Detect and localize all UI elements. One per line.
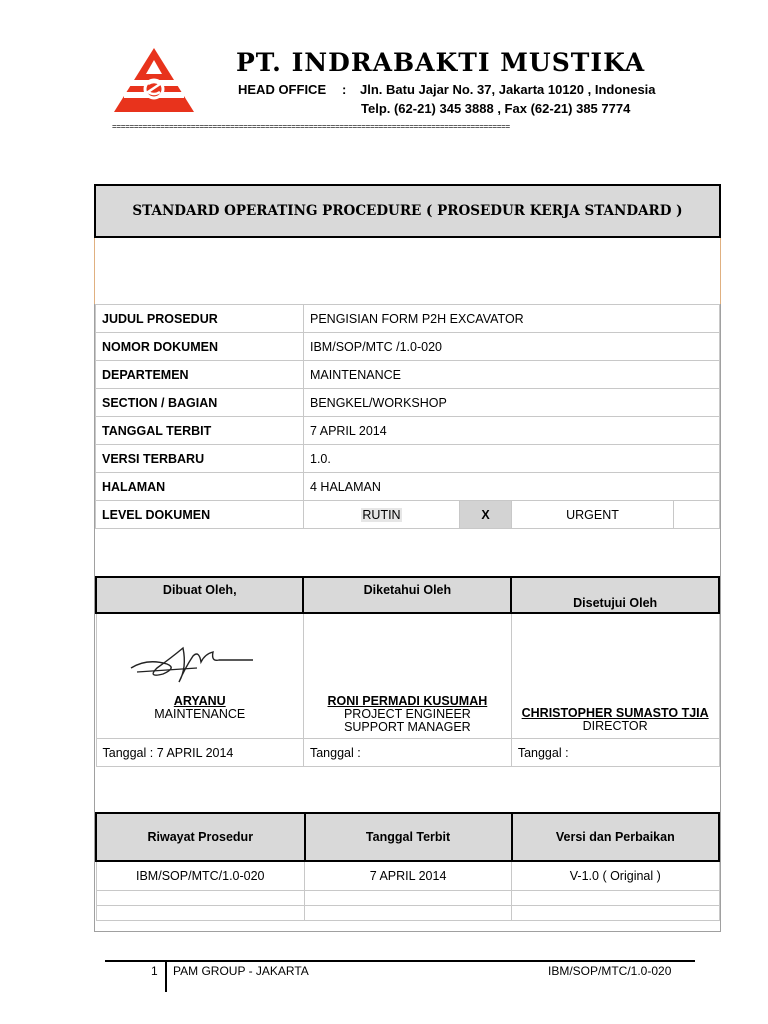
head-office-colon: :	[342, 82, 347, 97]
info-row	[96, 389, 720, 417]
head-office-address: Jln. Batu Jajar No. 37, Jakarta 10120 , Indonesia	[360, 82, 656, 97]
signature	[127, 638, 257, 688]
approved-by-name: CHRISTOPHER SUMASTO TJIA	[521, 706, 709, 720]
known-by-header	[303, 577, 511, 613]
info-row	[96, 361, 720, 389]
history-header-version: Versi dan Perbaikan	[512, 813, 719, 861]
empty-cell	[96, 906, 305, 921]
known-by-signature-cell	[303, 613, 511, 739]
approved-by-date: Tanggal :	[511, 739, 719, 767]
footer-separator	[165, 960, 167, 992]
document-title: STANDARD OPERATING PROCEDURE ( PROSEDUR KERJA STANDARD )	[94, 184, 721, 238]
signature-row	[96, 613, 719, 739]
empty-cell	[512, 891, 719, 906]
info-label: VERSI TERBARU	[96, 445, 304, 473]
empty-cell	[305, 891, 512, 906]
level-label: LEVEL DOKUMEN	[96, 501, 304, 529]
info-value: 1.0.	[304, 445, 720, 473]
known-by-header-text: Diketahui Oleh	[363, 583, 452, 597]
known-by-name: RONI PERMADI KUSUMAH	[327, 694, 488, 708]
history-row	[96, 861, 719, 891]
level-urgent-mark	[674, 501, 719, 528]
approval-header-row	[96, 577, 719, 613]
history-header-row	[96, 813, 719, 861]
history-header-date: Tanggal Terbit	[305, 813, 512, 861]
info-value: PENGISIAN FORM P2H EXCAVATOR	[304, 305, 720, 333]
known-by-role-2: SUPPORT MANAGER	[344, 720, 471, 734]
footer-document-number: IBM/SOP/MTC/1.0-020	[548, 964, 672, 978]
info-value: 4 HALAMAN	[304, 473, 720, 501]
history-empty-row	[96, 906, 719, 921]
level-rutin-label: RUTIN	[362, 507, 401, 522]
approved-by-header	[511, 577, 719, 613]
empty-cell	[512, 906, 719, 921]
info-label: SECTION / BAGIAN	[96, 389, 304, 417]
approval-table	[95, 576, 720, 767]
info-row	[96, 333, 720, 361]
info-row	[96, 305, 720, 333]
empty-cell	[305, 906, 512, 921]
document-info-table	[95, 304, 720, 529]
spacer	[94, 238, 721, 304]
company-name: PT. INDRABAKTI MUSTIKA	[236, 48, 646, 77]
approved-by-signature-cell	[511, 613, 719, 739]
info-label: NOMOR DOKUMEN	[96, 333, 304, 361]
footer-company: PAM GROUP - JAKARTA	[173, 964, 309, 978]
history-date: 7 APRIL 2014	[305, 861, 512, 891]
history-version: V-1.0 ( Original )	[512, 861, 719, 891]
approval-date-row	[96, 739, 719, 767]
info-label: JUDUL PROSEDUR	[96, 305, 304, 333]
level-urgent: URGENT	[512, 501, 674, 528]
history-empty-row	[96, 891, 719, 906]
info-row	[96, 473, 720, 501]
level-options	[304, 501, 720, 529]
approved-by-role: DIRECTOR	[582, 719, 648, 733]
level-rutin	[304, 501, 460, 528]
level-row	[96, 501, 720, 529]
head-office-phone: Telp. (62-21) 345 3888 , Fax (62-21) 385 7774	[361, 101, 631, 116]
made-by-header-text: Dibuat Oleh,	[162, 583, 237, 597]
info-label: DEPARTEMEN	[96, 361, 304, 389]
head-office-label: HEAD OFFICE	[238, 82, 327, 97]
level-mark: X	[460, 501, 512, 528]
info-label: HALAMAN	[96, 473, 304, 501]
known-by-date: Tanggal :	[303, 739, 511, 767]
known-by-role: PROJECT ENGINEER	[343, 707, 471, 721]
header-divider: ===========================================================================================	[112, 122, 510, 131]
made-by-name: ARYANU	[173, 694, 226, 708]
made-by-header	[96, 577, 303, 613]
made-by-role: MAINTENANCE	[154, 707, 246, 721]
approved-by-header-text: Disetujui Oleh	[573, 596, 658, 610]
footer-divider	[105, 960, 695, 962]
history-header-procedure: Riwayat Prosedur	[96, 813, 305, 861]
info-row	[96, 417, 720, 445]
info-value: MAINTENANCE	[304, 361, 720, 389]
info-value: IBM/SOP/MTC /1.0-020	[304, 333, 720, 361]
empty-cell	[96, 891, 305, 906]
info-value: 7 APRIL 2014	[304, 417, 720, 445]
page-number: 1	[151, 964, 158, 978]
made-by-date: Tanggal : 7 APRIL 2014	[96, 739, 303, 767]
info-label: TANGGAL TERBIT	[96, 417, 304, 445]
company-logo	[112, 46, 196, 114]
history-procedure: IBM/SOP/MTC/1.0-020	[96, 861, 305, 891]
made-by-signature-cell	[96, 613, 303, 739]
procedure-history-table	[95, 812, 720, 921]
info-row	[96, 445, 720, 473]
info-value: BENGKEL/WORKSHOP	[304, 389, 720, 417]
